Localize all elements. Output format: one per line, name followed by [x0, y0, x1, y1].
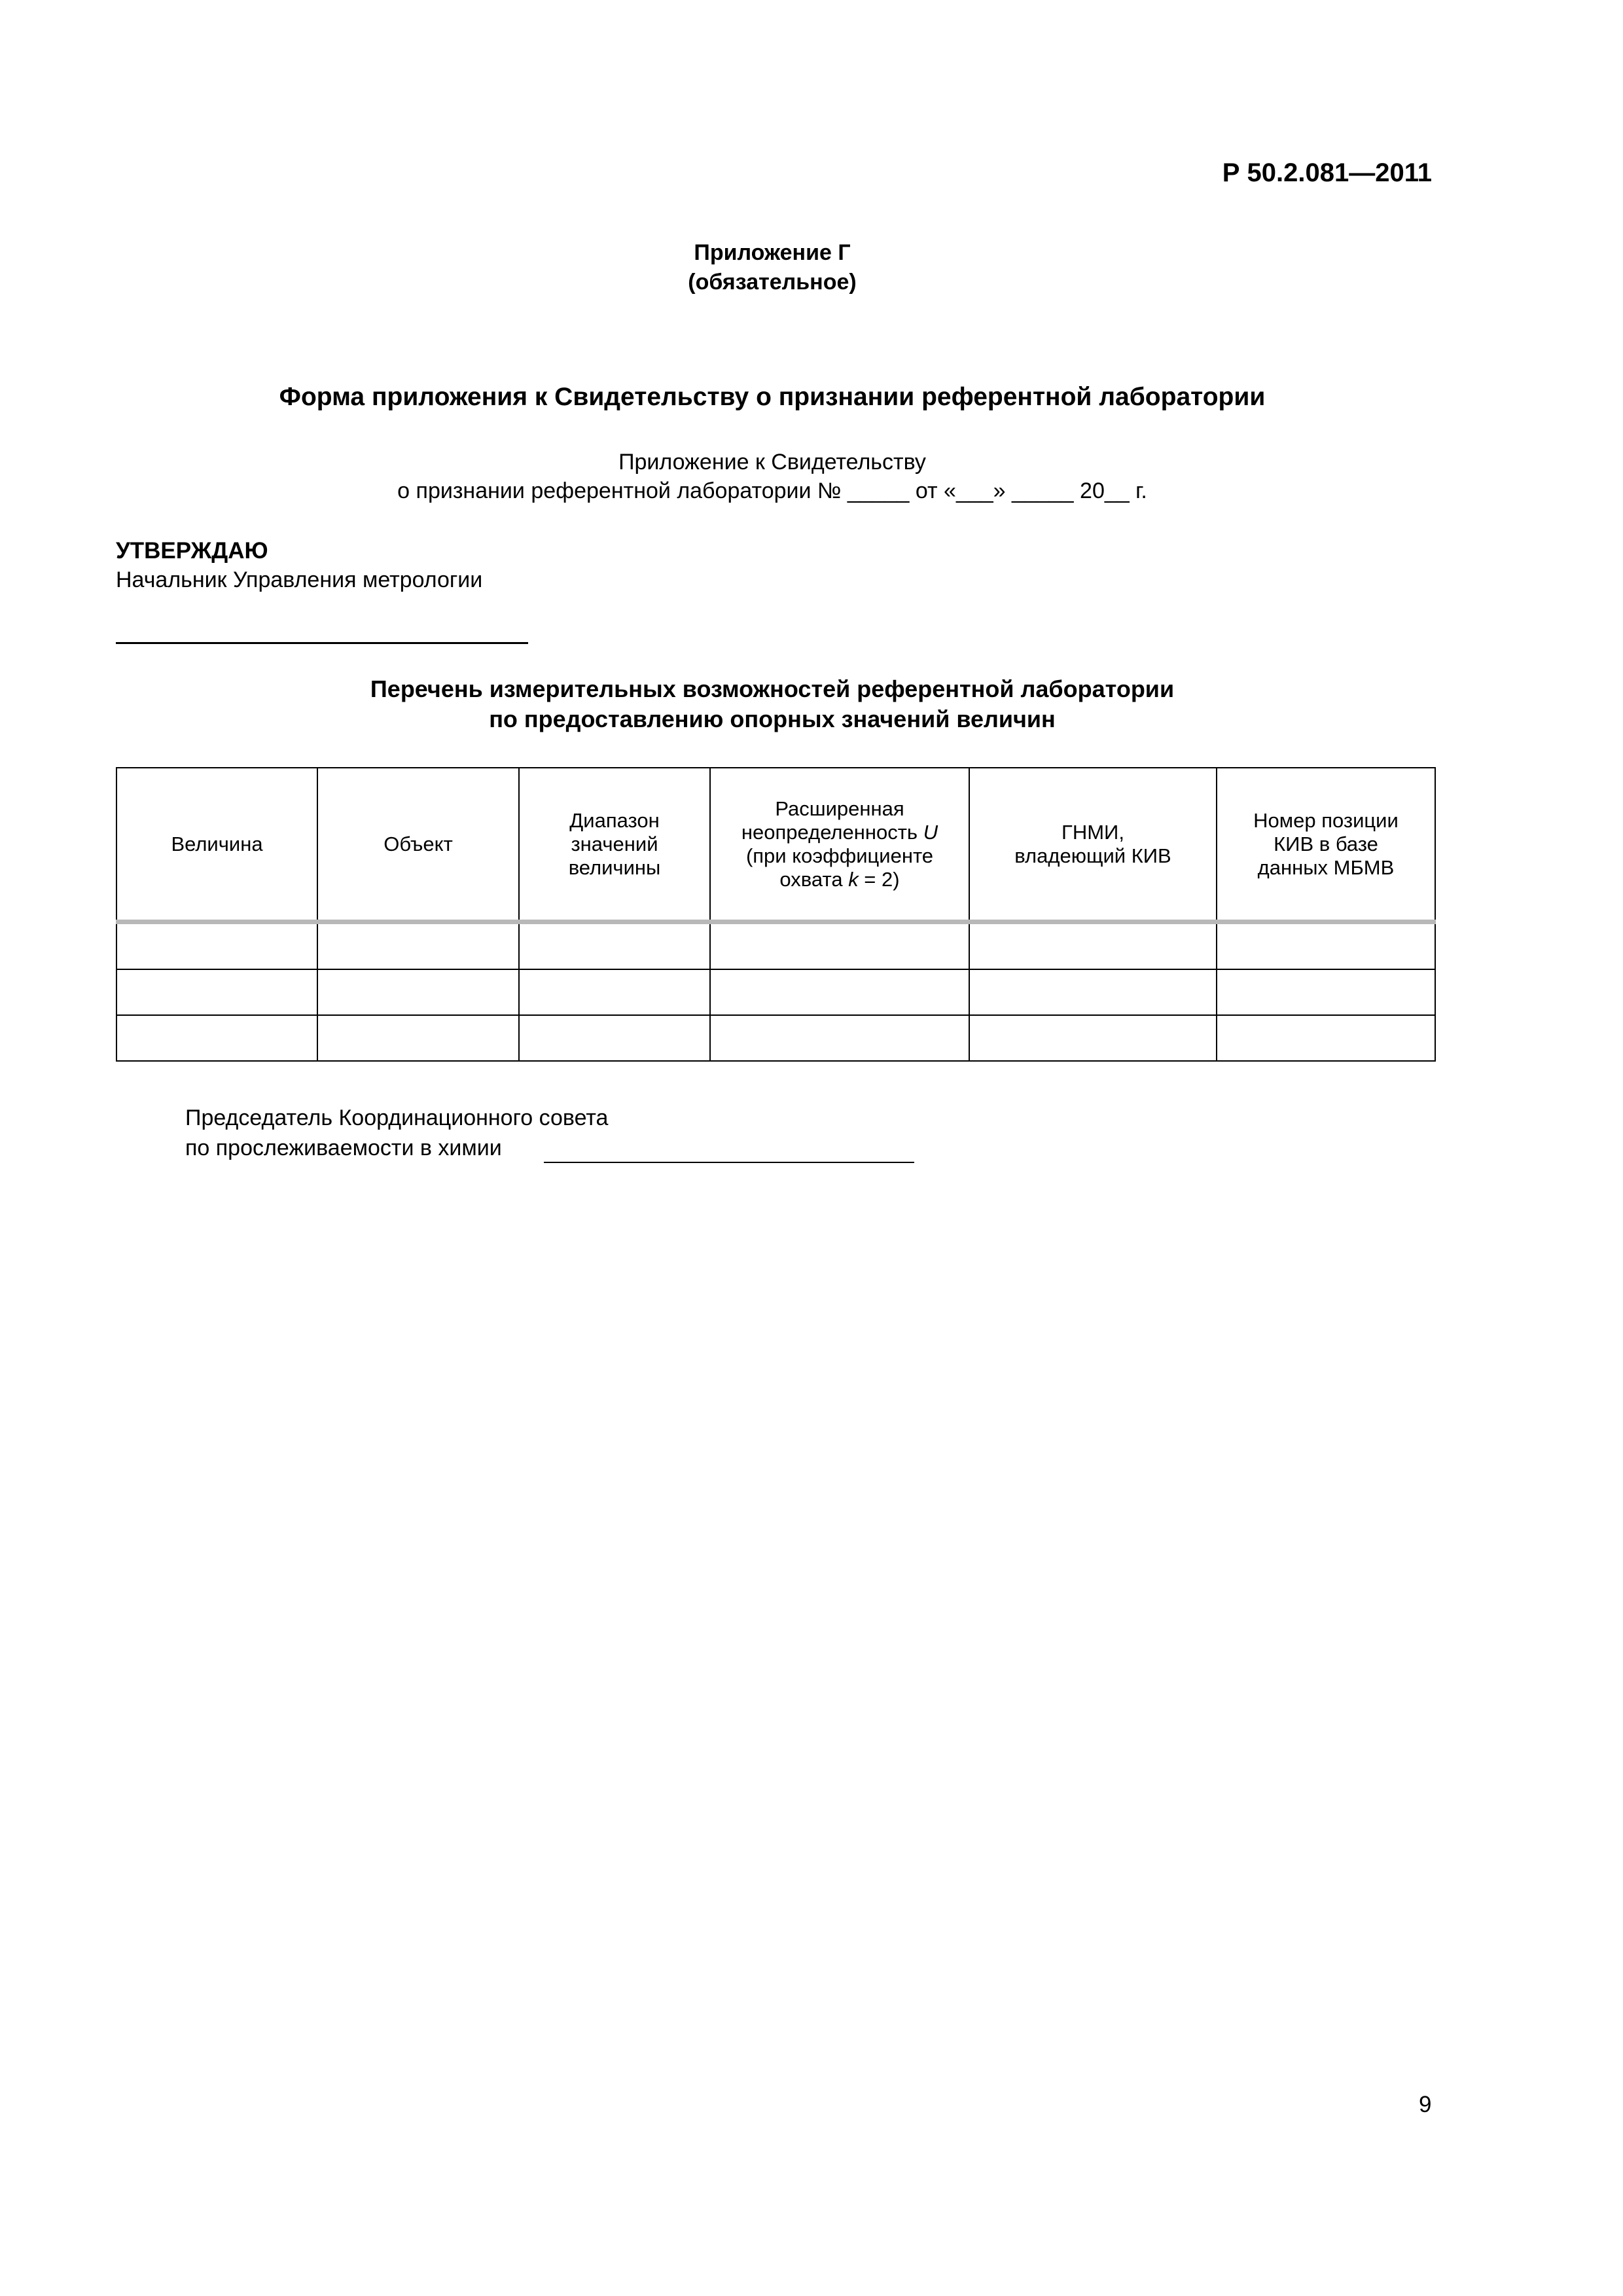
header-institute: ГНМИ, владеющий КИВ — [969, 768, 1217, 922]
table-cell — [116, 1015, 317, 1061]
chair-signature-block — [185, 1103, 608, 1163]
annex-heading — [0, 238, 1544, 297]
table-row — [116, 922, 1435, 970]
approval-label: УТВЕРЖДАЮ — [116, 538, 268, 564]
chair-line-1: Председатель Координационного совета — [185, 1105, 609, 1130]
table-cell — [519, 969, 710, 1015]
table-cell — [1217, 1015, 1435, 1061]
page-number: 9 — [1419, 2092, 1432, 2117]
header-uncertainty: Расширенная неопределенность U (при коэффициенте охвата k = 2) — [710, 768, 969, 922]
annex-title: Приложение Г — [694, 240, 851, 265]
table-body — [116, 922, 1435, 1062]
table-cell — [519, 922, 710, 970]
approval-role: Начальник Управления метрологии — [116, 567, 483, 592]
annex-status: (обязательное) — [688, 270, 857, 295]
table-cell — [1217, 922, 1435, 970]
table-row — [116, 1015, 1435, 1061]
list-title — [0, 674, 1544, 734]
table-cell — [710, 922, 969, 970]
chair-signature-line — [544, 1162, 914, 1163]
table-cell — [969, 922, 1217, 970]
table-cell — [317, 969, 519, 1015]
table-cell — [317, 1015, 519, 1061]
header-position: Номер позиции КИВ в базе данных МБМВ — [1217, 768, 1435, 922]
table-header-row — [116, 768, 1435, 922]
table-cell — [317, 922, 519, 970]
table-cell — [116, 922, 317, 970]
table-row — [116, 969, 1435, 1015]
table-cell — [1217, 969, 1435, 1015]
list-title-line-1: Перечень измерительных возможностей референтной лаборатории — [370, 675, 1175, 702]
header-quantity: Величина — [116, 768, 317, 922]
list-title-line-2: по предоставлению опорных значений величин — [489, 706, 1056, 732]
table-cell — [710, 969, 969, 1015]
approval-signature-line — [116, 642, 528, 644]
table-cell — [116, 969, 317, 1015]
header-range: Диапазон значений величины — [519, 768, 710, 922]
table-cell — [710, 1015, 969, 1061]
table-cell — [969, 969, 1217, 1015]
table-cell — [969, 1015, 1217, 1061]
capabilities-table — [116, 767, 1436, 1062]
attachment-line-1: Приложение к Свидетельству — [618, 450, 926, 475]
document-code: Р 50.2.081—2011 — [1222, 158, 1432, 187]
attachment-caption — [0, 448, 1544, 505]
header-object: Объект — [317, 768, 519, 922]
chair-line-2: по прослеживаемости в химии — [185, 1136, 502, 1160]
attachment-line-2: о признании референтной лаборатории № _____ от «___» _____ 20__ г. — [397, 478, 1147, 503]
table-cell — [519, 1015, 710, 1061]
form-title: Форма приложения к Свидетельству о признании референтной лаборатории — [279, 383, 1266, 411]
